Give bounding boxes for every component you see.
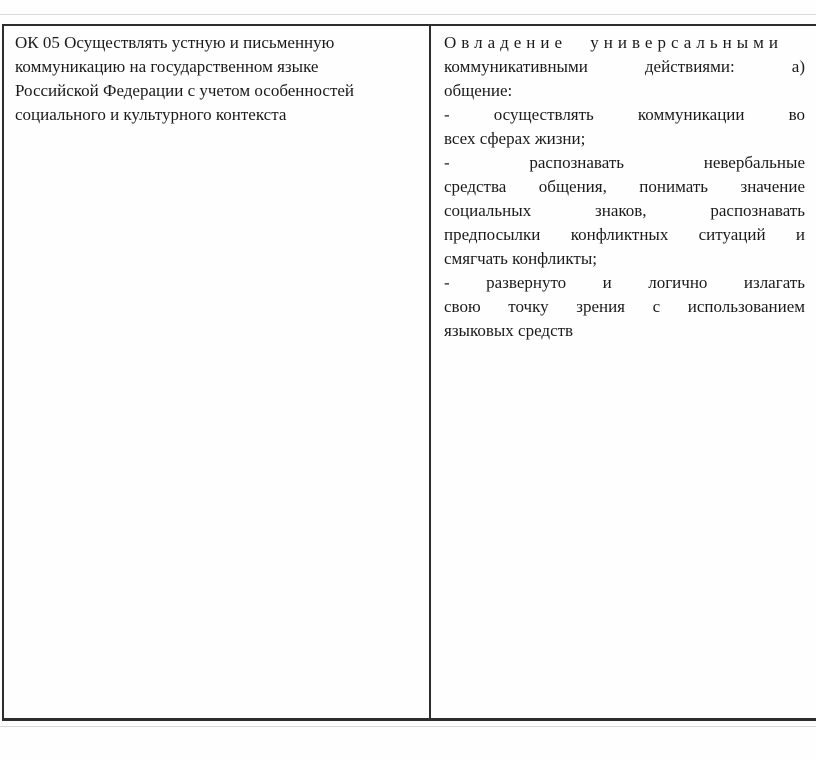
text-line: коммуникативными действиями: а) xyxy=(444,57,805,76)
text-line: всех сферах жизни; xyxy=(444,129,586,148)
text-line: средства общения, понимать значение xyxy=(444,177,805,196)
text-line: - распознавать невербальные xyxy=(444,153,805,172)
bottom-faint-rule xyxy=(0,726,816,727)
text-line: ОК 05 Осуществлять устную и письменную xyxy=(15,33,335,52)
text-line: Овладение универсальными xyxy=(444,33,784,52)
text-line: коммуникацию на государственном языке xyxy=(15,57,319,76)
top-faint-rule xyxy=(0,14,816,15)
text-line: социальных знаков, распознавать xyxy=(444,201,805,220)
text-line: - развернуто и логично излагать xyxy=(444,273,805,292)
text-line: Российской Федерации с учетом особенностей xyxy=(15,81,355,100)
table-cell-learning-outcomes xyxy=(431,26,816,718)
text-line: предпосылки конфликтных ситуаций и xyxy=(444,225,805,244)
text-line: свою точку зрения с использованием xyxy=(444,297,805,316)
text-line: смягчать конфликты; xyxy=(444,249,597,268)
text-line: общение: xyxy=(444,81,513,100)
table-cell-competency xyxy=(4,26,431,718)
text-line: - осуществлять коммуникации во xyxy=(444,105,805,124)
text-line: социального и культурного контекста xyxy=(15,105,287,124)
text-line: языковых средств xyxy=(444,321,574,340)
competency-table xyxy=(2,24,816,721)
